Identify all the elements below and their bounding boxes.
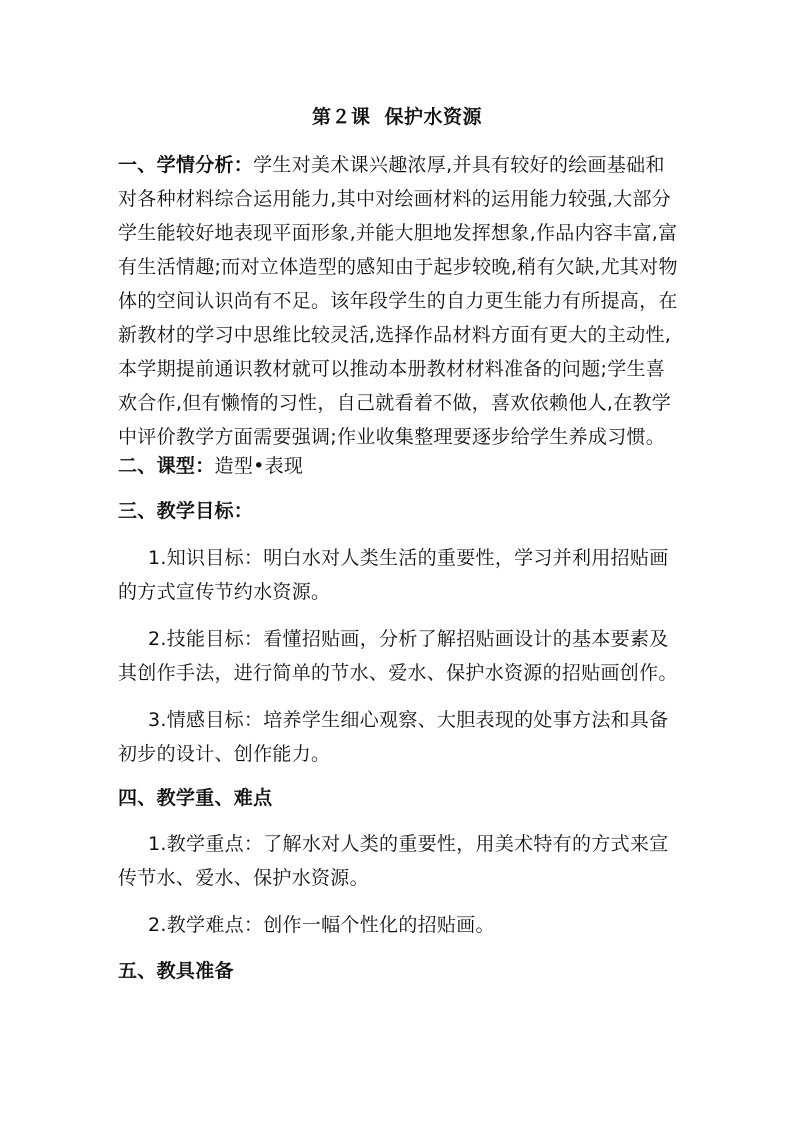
section-body: 造型•表现 (214, 455, 304, 477)
section-key-points-heading: 四、教学重、难点 (118, 787, 273, 809)
section-lesson-type (118, 449, 680, 483)
section-materials-heading: 五、教具准备 (118, 960, 234, 982)
goal-emotion: 3.情感目标：培养学生细心观察、大胆表现的处事方法和具备初步的设计、创作能力。 (118, 709, 669, 765)
section-heading: 二、课型： (118, 455, 215, 477)
section-body: 学生对美术课兴趣浓厚,并具有较好的绘画基础和对各种材料综合运用能力,其中对绘画材料的运用能力较强,大部分学生能较好地表现平面形象,并能大胆地发挥想象,作品内容丰富,富有生活情趣;而对立体造型的感知由于起步较晚,稍有欠缺,尤其对物体的空间认识尚有不足。该年段学生的自力更生能力有所提高，在新教材的学习中思维比较灵活,选择作品材料方面有更大的主动性,本学期提前通识教材就可以推动本册教材材料准备的问题;学生喜欢合作,但有懒惰的习性，自己就看着不做，喜欢依赖他人,在教学中评价教学方面需要强调;作业收集整理要逐步给学生养成习惯。 (118, 154, 678, 448)
section-heading: 一、学情分析： (118, 154, 254, 176)
goal-skill: 2.技能目标：看懂招贴画，分析了解招贴画设计的基本要素及其创作手法，进行简单的节水、爱水、保护水资源的招贴画创作。 (118, 628, 678, 684)
lesson-title (0, 103, 794, 131)
lesson-number: 第２课 (311, 106, 371, 128)
lesson-name: 保护水资源 (384, 106, 483, 128)
goal-knowledge: 1.知识目标：明白水对人类生活的重要性，学习并利用招贴画的方式宣传节约水资源。 (118, 547, 669, 603)
difficult-point: 2.教学难点：创作一幅个性化的招贴画。 (148, 914, 495, 936)
key-point: 1.教学重点：了解水对人类的重要性，用美术特有的方式来宣传节水、爱水、保护水资源。 (118, 833, 669, 889)
section-teaching-goals-heading: 三、教学目标： (118, 500, 254, 522)
section-learner-analysis (118, 148, 680, 454)
